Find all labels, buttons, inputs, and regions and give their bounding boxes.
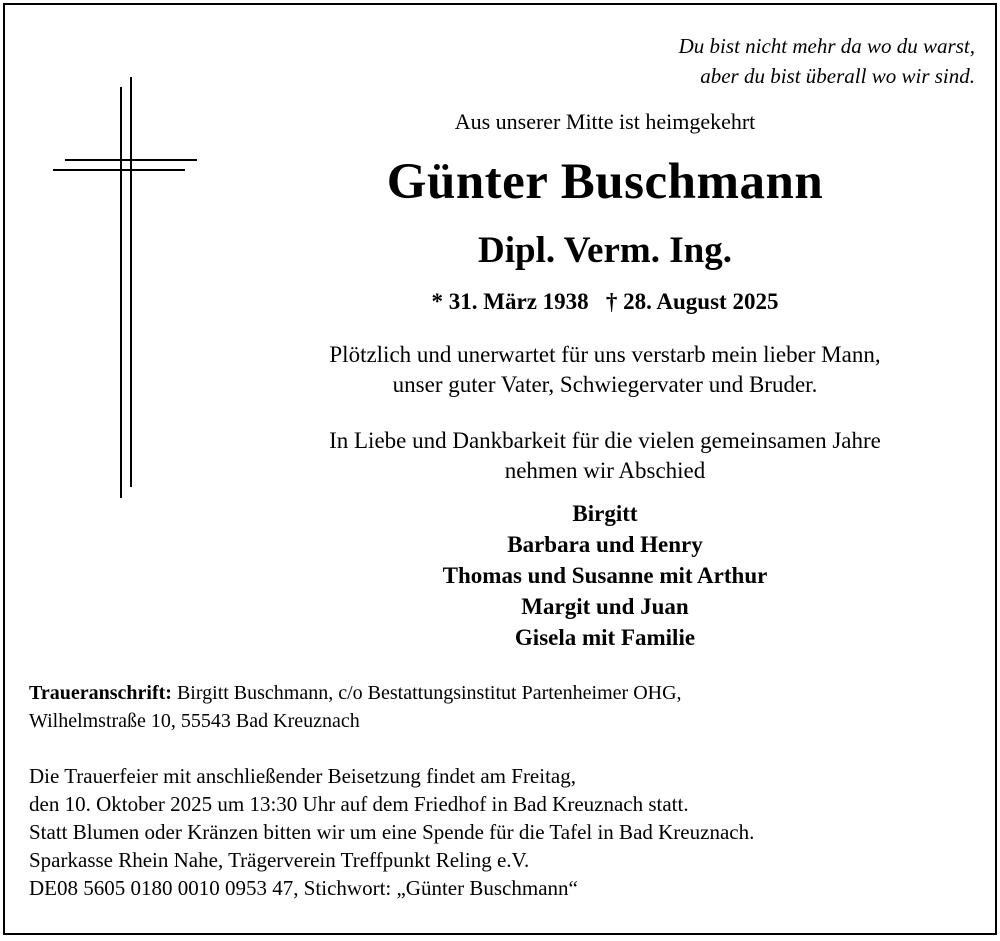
address-line-1-text: Birgitt Buschmann, c/o Bestattungsinstitut Partenheimer OHG, [171,682,682,704]
address-line-1 [29,679,682,707]
birth-date: * 31. März 1938 [431,289,589,314]
obituary-notice [3,3,997,935]
ceremony-line-5: DE08 5605 0180 0010 0953 47, Stichwort: „Günter Buschmann“ [29,876,578,900]
death-date: † 28. August 2025 [605,289,779,314]
ceremony-line-3: Statt Blumen oder Kränzen bitten wir um eine Spende für die Tafel in Bad Kreuznach. [29,820,755,844]
ceremony-line-2: den 10. Oktober 2025 um 13:30 Uhr auf dem Friedhof in Bad Kreuznach statt. [29,792,689,816]
ceremony-line-4: Sparkasse Rhein Nahe, Trägerverein Treffpunkt Reling e.V. [29,848,530,872]
family-member: Thomas und Susanne mit Arthur [442,563,768,588]
farewell-line-2: nehmen wir Abschied [504,458,706,483]
cross-icon [5,5,225,525]
intro-line: Aus unserer Mitte ist heimgekehrt [454,109,756,134]
memorial-quote [679,31,975,91]
ceremony-info [29,762,754,902]
quote-line-2: aber du bist überall wo wir sind. [700,64,975,88]
deceased-title: Dipl. Verm. Ing. [478,230,732,271]
deceased-name: Günter Buschmann [386,154,824,210]
announcement-line-2: unser guter Vater, Schwiegervater und Bruder. [392,372,818,397]
ceremony-line-1: Die Trauerfeier mit anschließender Beisetzung findet am Freitag, [29,764,576,788]
address-label: Traueranschrift: [29,682,172,704]
farewell-paragraph [265,426,945,486]
family-list [265,498,945,653]
mourning-address [29,679,682,735]
address-line-2: Wilhelmstraße 10, 55543 Bad Kreuznach [29,710,360,732]
farewell-line-1: In Liebe und Dankbarkeit für die vielen gemeinsamen Jahre [329,428,881,453]
announcement-line-1: Plötzlich und unerwartet für uns verstarb mein lieber Mann, [329,342,881,367]
quote-line-1: Du bist nicht mehr da wo du warst, [678,34,975,58]
family-member: Gisela mit Familie [514,625,696,650]
family-member: Barbara und Henry [507,532,703,557]
announcement-paragraph [265,340,945,400]
family-member: Margit und Juan [521,594,689,619]
life-dates [265,289,945,315]
family-member: Birgitt [572,501,638,526]
